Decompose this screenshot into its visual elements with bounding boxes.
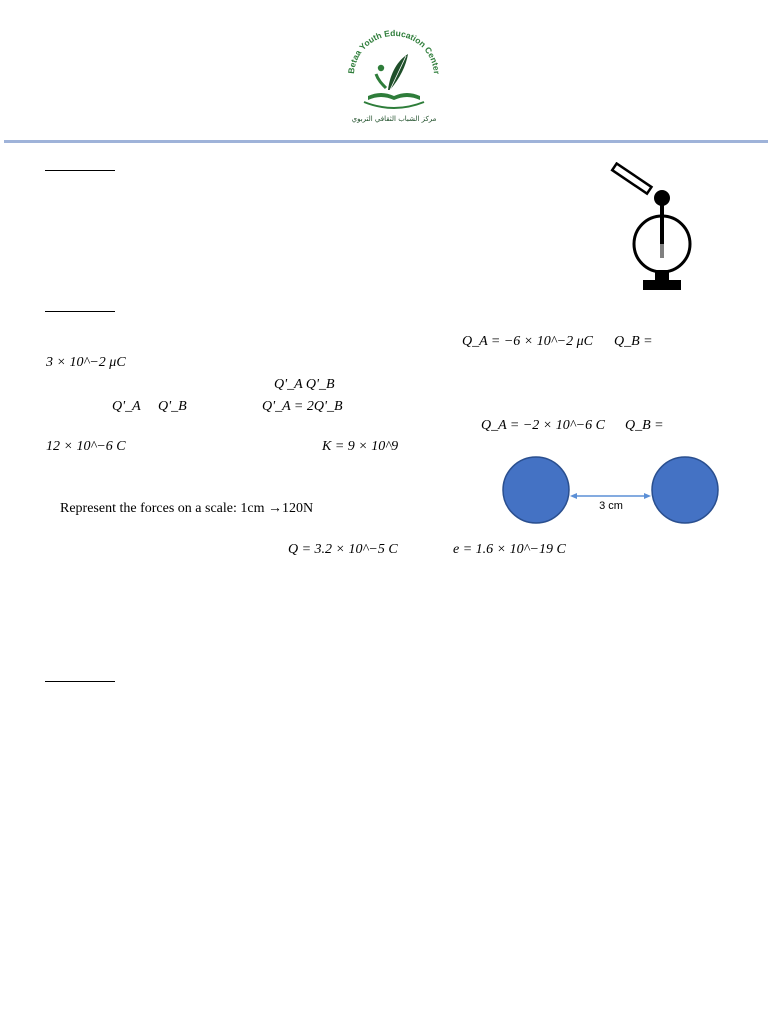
sphere-a bbox=[503, 457, 569, 523]
prime-charge-b: Q'_B bbox=[158, 399, 187, 414]
center-logo bbox=[340, 18, 448, 128]
scale-instruction: Represent the forces on a scale: 1cm →120N bbox=[60, 501, 314, 516]
prime-charges-line-1: Q'_A Q'_B bbox=[274, 377, 335, 392]
logo-emblem-icon bbox=[340, 18, 448, 128]
charge-qb-value-1: 3 × 10^−2 μC bbox=[46, 355, 126, 370]
section-rule-3 bbox=[45, 681, 115, 682]
two-spheres-diagram bbox=[498, 450, 722, 530]
logo-arabic-text: مركز الشباب الثقافي التربوي bbox=[351, 115, 437, 123]
prime-charge-relation: Q'_A = 2Q'_B bbox=[262, 399, 343, 414]
charge-qa-negative-6 bbox=[462, 334, 593, 350]
charge-qb-label-2: Q_B = bbox=[625, 418, 664, 433]
coulomb-constant: K = 9 × 10^9 bbox=[322, 439, 399, 454]
sphere-b bbox=[652, 457, 718, 523]
charge-qa-negative-2: Q_A = −2 × 10^−6 C bbox=[481, 418, 605, 433]
header-divider bbox=[4, 140, 768, 143]
section-rule-1 bbox=[45, 170, 115, 171]
prime-charge-a: Q'_A bbox=[112, 399, 141, 414]
distance-label: 3 cm bbox=[599, 500, 623, 512]
total-charge-value: Q = 3.2 × 10^−5 C bbox=[288, 542, 398, 557]
electroscope-figure bbox=[605, 162, 697, 294]
electroscope-icon bbox=[605, 162, 697, 294]
charge-qa-text: Q_A = −6 × 10^−2 μC bbox=[462, 334, 593, 349]
charge-qb-value-2: 12 × 10^−6 C bbox=[46, 439, 126, 454]
logo-english-text: Betaa Youth Education Center bbox=[345, 27, 442, 75]
charge-qb-label-1: Q_B = bbox=[614, 334, 653, 349]
section-rule-2 bbox=[45, 311, 115, 312]
elementary-charge-value: e = 1.6 × 10^−19 C bbox=[453, 542, 566, 557]
